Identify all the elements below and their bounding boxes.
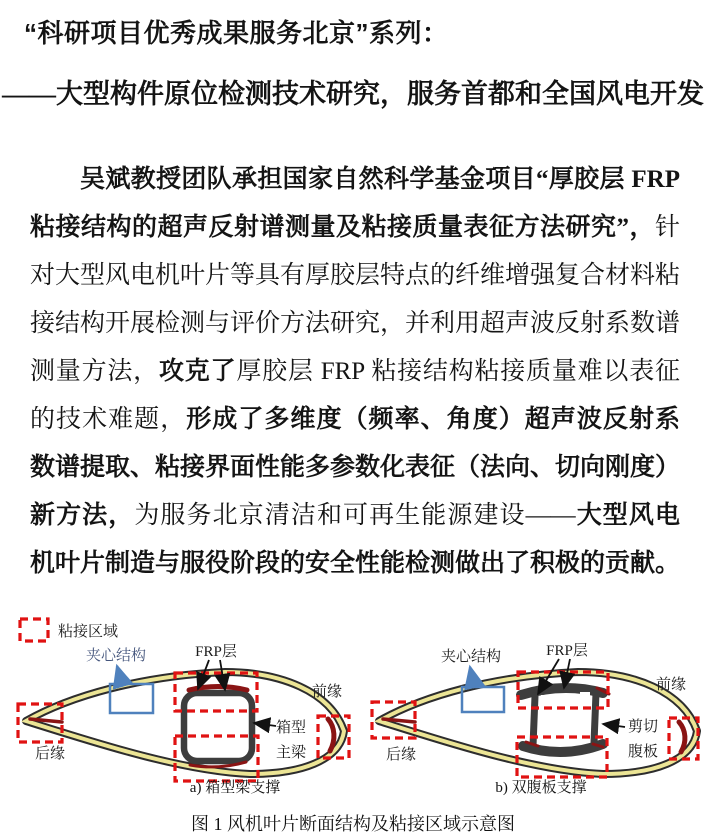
sandwich-label: 夹心结构 — [440, 649, 502, 665]
frp-layer-label: FRP层 — [195, 644, 237, 660]
body-segment: 形成了多维度（频率、角度）超声波反射系数谱提取、粘接界面性能多参数化表征（法向、切向刚度）新方法， — [30, 406, 681, 529]
trailing-edge-label: 后缘 — [34, 746, 66, 762]
shear-web-label-line2: 腹板 — [627, 744, 659, 760]
body-segment: 大型风电机叶片制造与服役阶段的安全性能检测做出了积极的贡献。 — [30, 502, 681, 577]
body-segment: 针对大型风电机叶片等具有厚胶层特点的纤维增强复合材料粘接结构开展检测与评价方法研究，并利用超声波反射系数谱测量方法， — [30, 214, 681, 385]
sandwich-arrow — [117, 666, 122, 683]
body-segment: 厚胶层 FRP 粘接结构粘接质量难以表征的技术难题， — [30, 358, 680, 433]
body-segment: 为服务北京清洁和可再生能源建设—— — [134, 502, 576, 529]
document-subtitle: ——大型构件原位检测技术研究，服务首都和全国风电开发 — [2, 79, 704, 109]
leading-edge-label: 前缘 — [311, 684, 343, 700]
series-title: “科研项目优秀成果服务北京”系列： — [24, 18, 449, 48]
web-flange-notch — [541, 695, 551, 703]
body-segment: 吴斌教授团队承担国家自然科学基金项目“厚胶层 FRP 粘接结构的超声反射谱测量及粘接质量表征方法研究”， — [30, 166, 680, 241]
sandwich-label: 夹心结构 — [85, 648, 147, 664]
shear-web-label-line1: 剪切 — [627, 719, 659, 735]
box-spar-label-line1: 箱型 — [275, 720, 307, 736]
panel-b-diagram — [353, 596, 706, 796]
figure-caption: 图 1 风机叶片断面结构及粘接区域示意图 — [191, 814, 515, 834]
document-page — [0, 16, 706, 834]
figure-1 — [0, 596, 706, 796]
frp-layer-label: FRP层 — [546, 643, 588, 659]
legend-bond-swatch — [20, 619, 48, 641]
leading-edge-label: 前缘 — [655, 677, 687, 693]
panel-a-diagram — [0, 596, 353, 796]
body-paragraph — [30, 156, 680, 588]
trailing-edge-label: 后缘 — [385, 747, 417, 763]
body-segment: 攻克了 — [158, 358, 237, 385]
box-spar-label-line2: 主梁 — [275, 745, 307, 761]
panel-b-caption: b) 双腹板支撑 — [495, 780, 587, 796]
sandwich-arrow — [470, 667, 474, 685]
web-flange-notch — [580, 692, 590, 700]
panel-a-caption: a) 箱型梁支撑 — [189, 780, 281, 796]
legend-label: 粘接区域 — [57, 624, 119, 640]
